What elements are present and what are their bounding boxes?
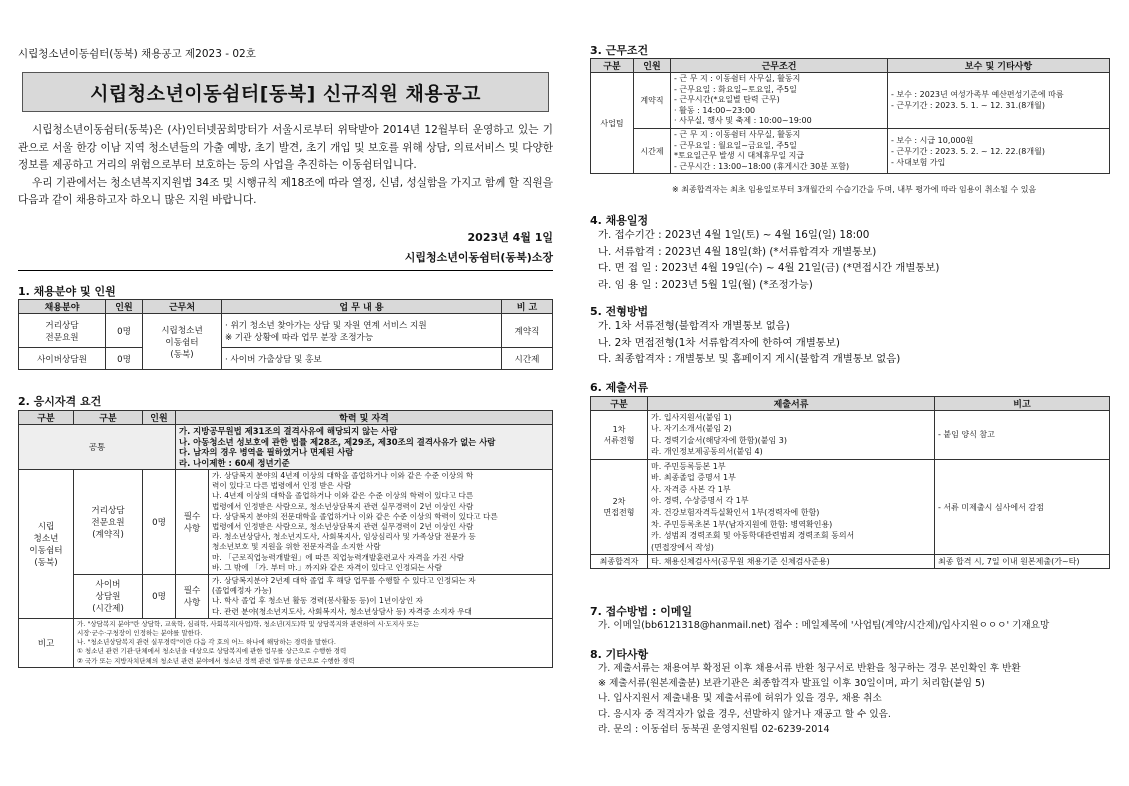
contract-conditions xyxy=(671,73,888,129)
qual-line: 가. 상담복지분야 2년제 대학 졸업 후 해당 업무를 수행할 수 있다고 인정되는 자 xyxy=(212,576,476,586)
doc-line: 바. 최종졸업 증명서 1부 xyxy=(651,473,736,483)
workplace-cell: 시립청소년 이동쉼터 (동북) xyxy=(143,314,222,370)
col-header: 업 무 내 용 xyxy=(222,300,502,314)
schedule-list xyxy=(598,227,939,293)
part-time-pay xyxy=(888,128,1110,173)
pay-line: - 보수 : 2023년 여성가족부 예산편성기준에 따름 xyxy=(891,90,1064,100)
positions-table xyxy=(18,299,553,370)
section-2-heading: 2. 응시자격 요건 xyxy=(18,395,102,408)
field-cell: 사이버상담원 xyxy=(19,348,106,370)
documents-table xyxy=(590,396,1110,569)
second-stage-docs xyxy=(648,459,935,555)
col-header: 비고 xyxy=(935,397,1110,411)
col-header: 근무처 xyxy=(143,300,222,314)
notice-date: 2023년 4월 1일 xyxy=(467,231,553,244)
qual-line: 바. 그 밖에 「가. 부터 마.」까지와 같은 자격이 있다고 인정되는 사람 xyxy=(212,562,442,572)
final-note: 최종 합격 시, 7일 이내 원본제출(가~타) xyxy=(935,555,1110,569)
condition-line: - 근무요일 : 화요일~토요일, 주5일 xyxy=(674,84,797,94)
doc-line: 자. 건강보험자격득실확인서 1부(경력자에 한함) xyxy=(651,508,820,517)
condition-line: - 근무시간(*요일별 탄력 근무) xyxy=(674,95,780,105)
qual-line: 마. 「근로직업능력개발원」에 따른 직업능력개발훈련교사 자격을 가진 사람 xyxy=(212,552,465,562)
part-time-conditions xyxy=(671,128,888,173)
group-cell: 사업팀 xyxy=(591,73,634,174)
pay-line: - 사대보험 가입 xyxy=(891,157,946,167)
section-3-heading: 3. 근무조건 xyxy=(590,44,649,57)
field-cell: 거리상담 전문요원 xyxy=(19,314,106,348)
note-cell: 시간제 xyxy=(502,348,553,370)
doc-line: 차. 주민등록초본 1부(남자지원에 한함: 병역확인용) xyxy=(651,519,833,529)
condition-line: - 근 무 지 : 이동쉼터 사무실, 활동지 xyxy=(674,129,801,139)
qual-line: 법령에서 인정받은 사람으로, 청소년상담복지 관련 실무경력이 2년 이상인 사람 xyxy=(212,501,474,511)
intro-paragraph-1: 시립청소년이동쉼터(동북)은 (사)인터넷꿈희망터가 서울시로부터 위탁받아 2014년 12월부터 운영하고 있는 기관으로 서울 한강 이남 지역 청소년들의 가출 예방, 초기 발견, 초기 개입 및 보호를 위해 상담, 의료서비스 및 다양한 정보를 제공하고 거리의 위험으로부터 보호하는 등의 사업을 추진하는 이동쉼터입니다. xyxy=(18,124,553,171)
remark-line: 나. "청소년상담복지 관련 실무경력"이란 다음 각 호의 어느 하나에 해당하는 경력을 말한다. xyxy=(77,638,336,647)
col-header: 근무조건 xyxy=(671,59,888,73)
second-stage-label: 2차 면접전형 xyxy=(591,459,648,555)
condition-line: - 근무요일 : 월요일~금요일, 주5일 xyxy=(674,140,797,150)
schedule-item: 가. 접수기간 : 2023년 4월 1일(토) ~ 4월 16일(일) 18:00 xyxy=(598,229,870,241)
section-4-heading: 4. 채용일정 xyxy=(590,214,649,227)
qual-line: 나. 학사 졸업 후 청소년 활동 경력(봉사활동 등)이 1년이상인 자 xyxy=(212,596,423,606)
duty-cell xyxy=(222,314,502,348)
schedule-item: 다. 면 접 일 : 2023년 4월 19일(수) ~ 4월 21일(금) (*면접시간 개별통보) xyxy=(598,262,940,274)
qual-line: 라. 청소년상담사, 청소년지도사, 사회복지사, 임상심리사 및 가족상담 전문가 등 xyxy=(212,532,476,542)
cyber-label: 사이버 상담원 (시간제) xyxy=(74,575,143,619)
col-header: 비 고 xyxy=(502,300,553,314)
doc-line: 다. 경력기술서(해당자에 한함)(붙임 3) xyxy=(651,435,787,445)
divider xyxy=(18,270,553,271)
qual-line: 청소년보호 및 지원을 위한 전문자격을 소지한 사람 xyxy=(212,542,381,552)
note-item: 라. 문의 : 이동쉼터 동북권 운영지원팀 02-6239-2014 xyxy=(598,723,830,735)
application-item: 가. 이메일(bb6121318@hanmail.net) 접수 : 메일제목에 '사업팀(계약/시간제)/입사지원ㅇㅇㅇ' 기재요망 xyxy=(598,620,1050,631)
second-stage-note: - 서류 미제출시 심사에서 감점 xyxy=(935,459,1110,555)
street-count: 0명 xyxy=(143,470,176,575)
qual-line: 다. 상담복지 분야의 전문대학을 졸업하거나 이와 같은 수준 이상의 학력이 있다고 다른 xyxy=(212,511,498,521)
signature: 시립청소년이동쉼터(동북)소장 xyxy=(404,251,553,264)
condition-line: *토요일근무 발생 시 대체휴무일 지급 xyxy=(674,151,805,161)
selection-item: 가. 1차 서류전형(불합격자 개별통보 없음) xyxy=(598,320,790,332)
col-header: 인원 xyxy=(143,411,176,425)
qualifications-table xyxy=(18,410,553,668)
doc-line: 나. 자기소개서(붙임 2) xyxy=(651,424,732,434)
pay-line: - 근무기간 : 2023. 5. 2. ~ 12. 22.(8개월) xyxy=(891,146,1045,156)
duty-cell: · 사이버 가출상담 및 홍보 xyxy=(222,348,502,370)
qual-line: 라. 나이제한 : 60세 정년기준 xyxy=(179,457,290,468)
application-method xyxy=(598,618,1049,635)
doc-line: 라. 개인정보제공동의서(붙임 4) xyxy=(651,447,763,457)
notice-number: 시립청소년이동쉼터(동북) 채용공고 제2023 - 02호 xyxy=(18,48,256,60)
section-8-heading: 8. 기타사항 xyxy=(590,648,649,661)
count-cell: 0명 xyxy=(106,348,143,370)
col-header: 구분 xyxy=(19,411,74,425)
selection-item: 나. 2차 면접전형(1차 서류합격자에 한하여 개별통보) xyxy=(598,336,840,349)
pay-line: - 근무기간 : 2023. 5. 1. ~ 12. 31.(8개월) xyxy=(891,101,1045,111)
col-header: 구분 xyxy=(74,411,143,425)
doc-line: 마. 주민등록등본 1부 xyxy=(651,461,726,471)
condition-line: - 근 무 지 : 이동쉼터 사무실, 활동지 xyxy=(674,74,801,83)
doc-line: (면접장에서 작성) xyxy=(651,542,714,552)
condition-line: - 근무시간 : 13:00~18:00 (휴게시간 30분 포함) xyxy=(674,161,850,171)
org-label: 시립 청소년 이동쉼터 (동북) xyxy=(19,470,74,619)
col-header: 인원 xyxy=(106,300,143,314)
other-notes xyxy=(598,661,1021,737)
duty-line: ※ 기관 상황에 따라 업무 분장 조정가능 xyxy=(225,332,374,343)
first-stage-label: 1차 서류전형 xyxy=(591,411,648,460)
note-item: ※ 제출서류(원본제출분) 보관기관은 최종합격자 발표일 이후 30일이며, 파기 처리함(붙임 5) xyxy=(598,678,985,690)
note-item: 나. 입사지원서 제출내용 및 제출서류에 허위가 있을 경우, 채용 취소 xyxy=(598,693,882,705)
qual-line: 나. 4년제 이상의 대학을 졸업하거나 이와 같은 수준 이상의 학력이 있다고 다른 xyxy=(212,491,474,501)
qual-line: 법령에서 인정받은 사람으로, 청소년상담복지 관련 실무경력이 2년 이상인 사람 xyxy=(212,522,474,532)
first-stage-note: - 붙임 양식 참고 xyxy=(935,411,1110,460)
section-5-heading: 5. 전형방법 xyxy=(590,305,649,318)
col-header: 학력 및 자격 xyxy=(176,411,553,425)
qual-line: 가. 상담복지 분야의 4년제 이상의 대학을 졸업하거나 이와 같은 수준 이상의 학 xyxy=(212,471,474,480)
remark-line: 시장·군수·구청장이 인정하는 분야를 말한다. xyxy=(77,629,203,638)
final-doc: 타. 채용신체검사서(공무원 채용기준 신체검사준용) xyxy=(648,555,935,569)
qual-line: 나. 아동청소년 성보호에 관한 법률 제28조, 제29조, 제30조의 결격사유가 없는 사람 xyxy=(179,436,496,447)
schedule-item: 나. 서류합격 : 2023년 4월 18일(화) (*서류합격자 개별통보) xyxy=(598,245,877,258)
condition-line: · 활동 : 14:00~23:00 xyxy=(674,105,756,115)
pay-line: - 보수 : 시급 10,000원 xyxy=(891,135,974,145)
col-header: 구분 xyxy=(591,59,634,73)
street-quals xyxy=(209,470,553,575)
qual-line: (졸업예정자 가능) xyxy=(212,586,272,596)
section-1-heading: 1. 채용분야 및 인원 xyxy=(18,285,116,298)
section-6-heading: 6. 제출서류 xyxy=(590,381,649,394)
duty-line: · 위기 청소년 찾아가는 상담 및 자원 연계 서비스 지원 xyxy=(225,320,427,331)
required-label: 필수 사항 xyxy=(176,470,209,575)
note-item: 다. 응시자 중 적격자가 없을 경우, 선발하지 않거나 재공고 할 수 있음. xyxy=(598,708,891,720)
qual-line: 력이 있다고 다른 법령에서 인정 받은 사람 xyxy=(212,481,352,491)
selection-item: 다. 최종합격자 : 개별통보 및 홈페이지 게시(불합격 개별통보 없음) xyxy=(598,353,901,365)
remark-label: 비고 xyxy=(19,618,74,667)
remark-line: 가. "상담복지 분야"란 상담학, 교육학, 심리학, 사회복지(사업)학, 청소년(지도)학 및 상담복지와 관련하여 시·도지사 또는 xyxy=(77,619,420,628)
contract-label: 계약직 xyxy=(634,73,671,129)
remark-line: ① 청소년 관련 기관·단체에서 청소년을 대상으로 상담복지에 관한 업무를 상근으로 수행한 경력 xyxy=(77,647,347,656)
part-time-label: 시간제 xyxy=(634,128,671,173)
intro-paragraph-2: 우리 기관에서는 청소년복지지원법 34조 및 시행규칙 제18조에 따라 열정, 신념, 성실함을 가지고 함께 할 직원을 다음과 같이 채용하고자 하오니 많은 지원 바랍니다. xyxy=(18,176,553,206)
col-header: 구분 xyxy=(591,397,648,411)
page-title: 시립청소년이동쉼터[동북] 신규직원 채용공고 xyxy=(22,72,549,112)
col-header: 인원 xyxy=(634,59,671,73)
remarks xyxy=(74,618,553,667)
first-stage-docs xyxy=(648,411,935,460)
condition-line: · 사무실, 행사 및 축제 : 10:00~19:00 xyxy=(674,116,812,126)
street-label: 거리상담 전문요원 (계약직) xyxy=(74,470,143,575)
probation-note: ※ 최종합격자는 최초 임용일로부터 3개월간의 수습기간을 두며, 내부 평가에 따라 임용이 취소될 수 있음 xyxy=(672,185,1037,194)
col-header: 채용분야 xyxy=(19,300,106,314)
section-7-heading: 7. 접수방법 : 이메일 xyxy=(590,605,693,618)
col-header: 제출서류 xyxy=(648,397,935,411)
doc-line: 사. 자격증 사본 각 1부 xyxy=(651,484,731,494)
note-item: 가. 제출서류는 채용여부 확정된 이후 채용서류 반환 청구서로 반환을 청구하는 경우 본인확인 후 반환 xyxy=(598,663,1021,674)
contract-pay xyxy=(888,73,1110,129)
remark-line: ② 국가 또는 지방자치단체의 청소년 관련 분야에서 청소년 정책 관련 업무를 상근으로 수행한 경력 xyxy=(77,656,355,665)
intro-text xyxy=(18,122,553,210)
cyber-quals xyxy=(209,575,553,619)
cyber-count: 0명 xyxy=(143,575,176,619)
col-header: 보수 및 기타사항 xyxy=(888,59,1110,73)
common-label: 공통 xyxy=(19,425,176,470)
count-cell: 0명 xyxy=(106,314,143,348)
final-label: 최종합격자 xyxy=(591,555,648,569)
qual-line: 가. 지방공무원법 제31조의 결격사유에 해당되지 않는 사람 xyxy=(179,426,398,436)
qual-line: 다. 남자의 경우 병역을 필하였거나 면제된 사람 xyxy=(179,447,354,457)
common-quals xyxy=(176,425,553,470)
doc-line: 카. 성범죄 경력조회 및 아동학대관련범죄 경력조회 동의서 xyxy=(651,531,855,541)
selection-list xyxy=(598,318,900,368)
schedule-item: 라. 임 용 일 : 2023년 5월 1일(월) (*조정가능) xyxy=(598,278,813,291)
qual-line: 다. 관련 분야(청소년지도사, 사회복지사, 청소년상담사 등) 자격증 소지자 우대 xyxy=(212,606,472,616)
required-label: 필수 사항 xyxy=(176,575,209,619)
note-cell: 계약직 xyxy=(502,314,553,348)
work-conditions-table xyxy=(590,58,1110,174)
doc-line: 아. 경력, 수상증명서 각 1부 xyxy=(651,496,749,506)
doc-line: 가. 입사지원서(붙임 1) xyxy=(651,413,732,422)
